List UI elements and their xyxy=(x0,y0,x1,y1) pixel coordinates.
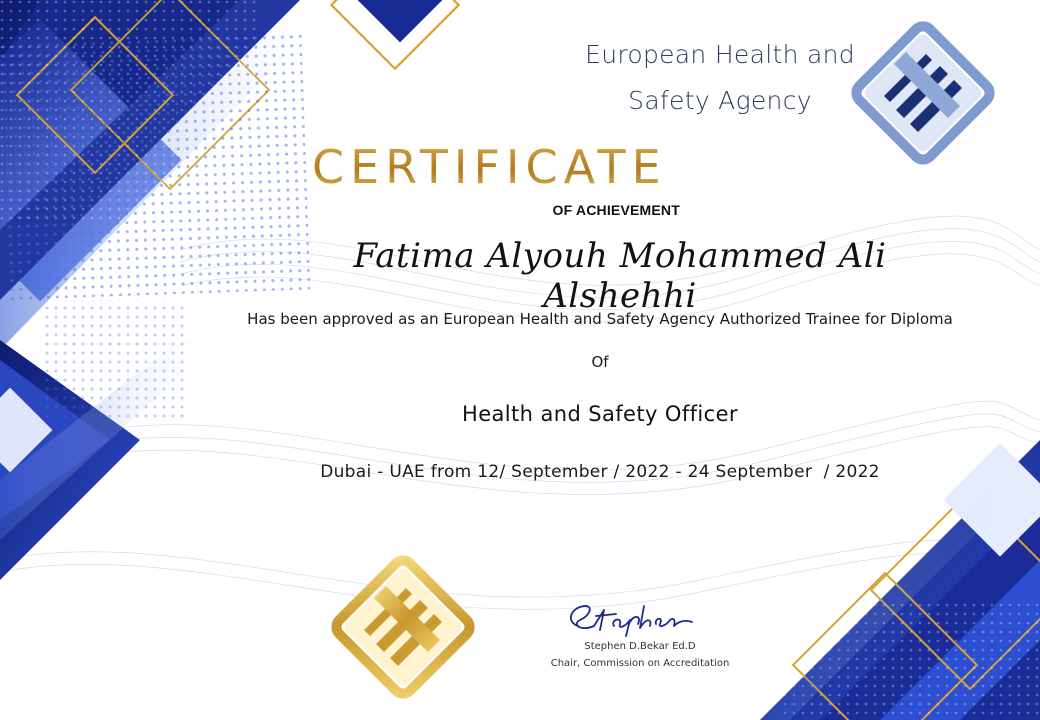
signatory-name: Stephen D.Bekar Ed.D xyxy=(584,641,696,652)
course-title: Health and Safety Officer xyxy=(462,402,738,426)
agency-name xyxy=(560,32,880,124)
signature-icon xyxy=(560,596,700,638)
certificate-subtitle: OF ACHIEVEMENT xyxy=(552,202,680,218)
course-dates: Dubai - UAE from 12/ September / 2022 - 24 September / 2022 xyxy=(320,462,880,482)
of-label: Of xyxy=(591,353,609,371)
recipient-name: Fatima Alyouh Mohammed Ali Alshehhi xyxy=(353,236,887,316)
certificate-title: CERTIFICATE xyxy=(312,140,686,194)
agency-name-line2: Safety Agency xyxy=(628,86,812,115)
signatory-title: Chair, Commission on Accreditation xyxy=(550,658,730,669)
gold-seal-icon xyxy=(328,552,478,702)
approval-statement: Has been approved as an European Health and Safety Agency Authorized Trainee for Diploma xyxy=(247,310,953,328)
agency-name-line1: European Health and xyxy=(585,40,855,69)
